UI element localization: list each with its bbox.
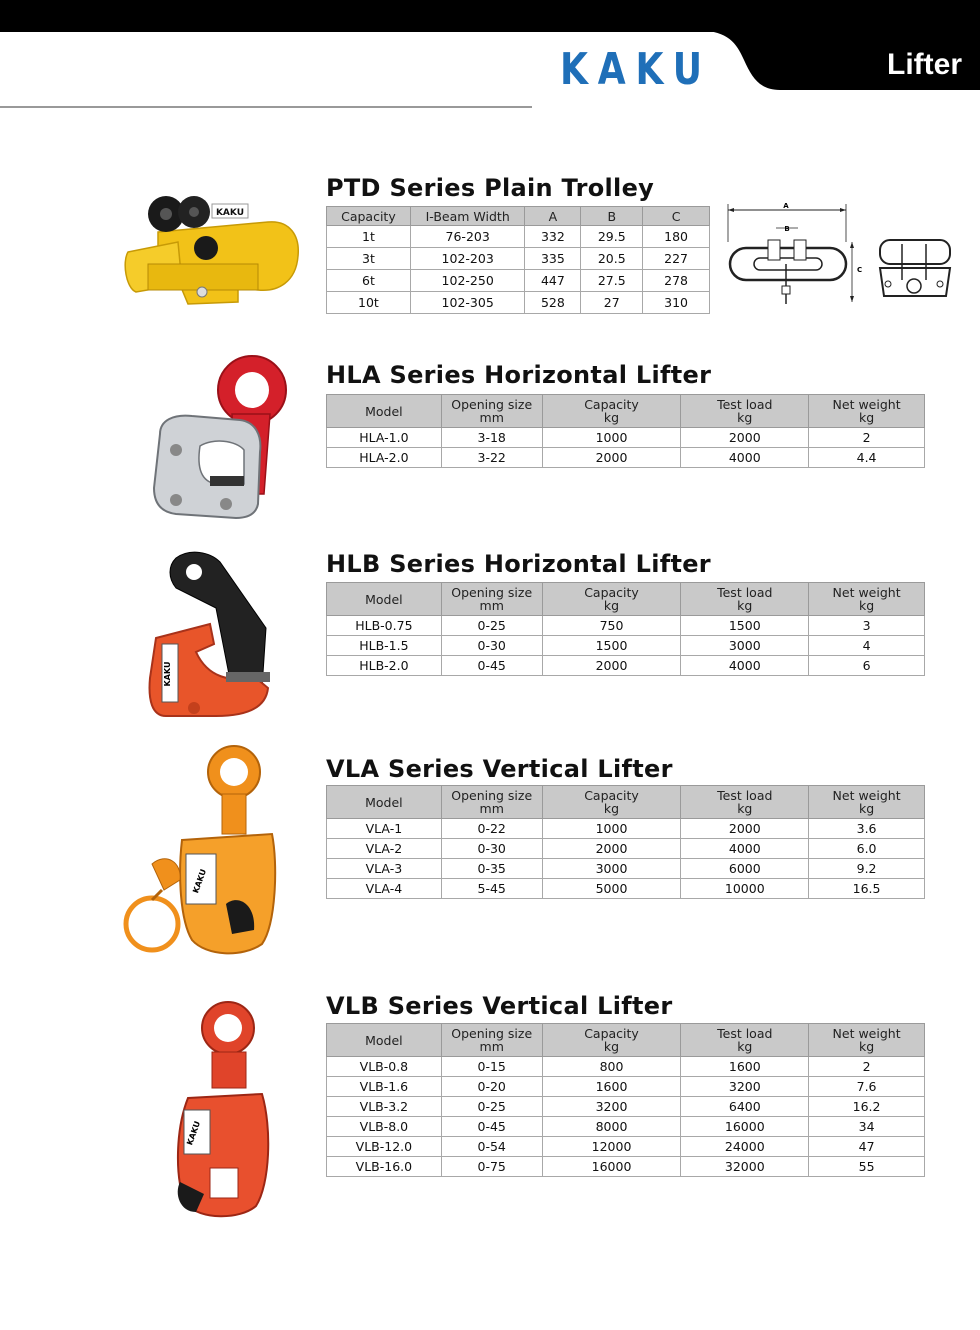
header-divider	[0, 106, 532, 108]
table-cell: HLA-1.0	[327, 428, 442, 448]
header-unit: kg	[858, 410, 875, 425]
table-cell: 3000	[542, 859, 681, 879]
table-cell: 29.5	[581, 226, 643, 248]
ptd-col-header: A	[525, 207, 581, 226]
table-cell: 8000	[542, 1117, 681, 1137]
hla-lifter-photo	[140, 354, 292, 522]
ptd-photo-label: KAKU	[215, 208, 245, 218]
table-cell: 1000	[542, 428, 681, 448]
table-cell: VLB-16.0	[327, 1157, 442, 1177]
hla-col-header	[327, 395, 442, 428]
table-cell: VLB-1.6	[327, 1077, 442, 1097]
header-unit: mm	[479, 410, 504, 425]
table-cell: 0-15	[441, 1057, 542, 1077]
header-line1: Capacity	[584, 1026, 639, 1041]
header-line1: Opening size	[451, 585, 533, 600]
vlb-lifter-photo	[170, 998, 274, 1224]
ptd-trolley-photo	[118, 192, 304, 320]
hla-col-header	[809, 395, 925, 428]
hlb-col-header	[327, 583, 442, 616]
table-cell: 3200	[681, 1077, 809, 1097]
table-row	[327, 428, 925, 448]
table-row	[327, 226, 710, 248]
table-cell: VLA-3	[327, 859, 442, 879]
table-cell: 76-203	[410, 226, 525, 248]
table-cell: 5000	[542, 879, 681, 899]
hlb-lifter-photo	[146, 548, 280, 722]
header-unit: kg	[603, 1039, 620, 1054]
table-cell: 3.6	[809, 819, 925, 839]
table-cell: 0-20	[441, 1077, 542, 1097]
table-cell: 6000	[681, 859, 809, 879]
table-cell: 800	[542, 1057, 681, 1077]
table-cell: 16000	[542, 1157, 681, 1177]
table-cell: 4000	[681, 839, 809, 859]
table-cell: 47	[809, 1137, 925, 1157]
table-row	[327, 292, 710, 314]
hlb-col-header	[681, 583, 809, 616]
table-cell: 6	[809, 656, 925, 676]
table-cell: 3200	[542, 1097, 681, 1117]
table-cell: 6.0	[809, 839, 925, 859]
table-cell: 2	[809, 1057, 925, 1077]
header-unit: mm	[479, 801, 504, 816]
header-line1: Test load	[717, 1026, 773, 1041]
table-cell: 4000	[681, 656, 809, 676]
hlb-title: HLB Series Horizontal Lifter	[326, 550, 711, 578]
table-cell: 20.5	[581, 248, 643, 270]
table-cell: 102-203	[410, 248, 525, 270]
table-cell: 4.4	[809, 448, 925, 468]
table-cell: 2000	[542, 448, 681, 468]
table-cell: 1600	[542, 1077, 681, 1097]
hla-spec-table	[326, 394, 925, 468]
header-line1: Net weight	[832, 788, 901, 803]
table-row	[327, 1157, 925, 1177]
hla-col-header	[542, 395, 681, 428]
diagram-label-a: A	[783, 202, 789, 210]
table-cell: VLB-8.0	[327, 1117, 442, 1137]
table-cell: 1t	[327, 226, 411, 248]
table-row	[327, 616, 925, 636]
table-cell: 0-22	[441, 819, 542, 839]
vlb-col-header	[441, 1024, 542, 1057]
header-unit: mm	[479, 598, 504, 613]
header-unit: kg	[858, 1039, 875, 1054]
table-row	[327, 270, 710, 292]
ptd-dimension-diagram	[724, 198, 980, 310]
header-line1: Opening size	[451, 788, 533, 803]
table-cell: 12000	[542, 1137, 681, 1157]
table-cell: 447	[525, 270, 581, 292]
table-row	[327, 839, 925, 859]
table-row	[327, 1137, 925, 1157]
table-cell: VLB-12.0	[327, 1137, 442, 1157]
vla-col-header	[681, 786, 809, 819]
table-cell: 6400	[681, 1097, 809, 1117]
table-cell: VLA-2	[327, 839, 442, 859]
table-cell: 27.5	[581, 270, 643, 292]
table-cell: 4000	[681, 448, 809, 468]
table-cell: 7.6	[809, 1077, 925, 1097]
header-line1: Test load	[717, 397, 773, 412]
header-line1: Model	[365, 403, 403, 419]
table-row	[327, 248, 710, 270]
vla-title: VLA Series Vertical Lifter	[326, 755, 673, 783]
vla-spec-table	[326, 785, 925, 899]
section-tab-label: Lifter	[887, 48, 962, 81]
ptd-col-header: B	[581, 207, 643, 226]
header-unit: kg	[737, 801, 753, 816]
table-cell: 3-22	[441, 448, 542, 468]
table-cell: 24000	[681, 1137, 809, 1157]
hlb-col-header	[809, 583, 925, 616]
hla-col-header	[681, 395, 809, 428]
table-cell: VLA-1	[327, 819, 442, 839]
table-cell: 27	[581, 292, 643, 314]
table-row	[327, 879, 925, 899]
header-unit: kg	[603, 598, 620, 613]
vlb-col-header	[681, 1024, 809, 1057]
brand-logo: KAKU	[560, 44, 712, 95]
table-cell: 9.2	[809, 859, 925, 879]
table-cell: 55	[809, 1157, 925, 1177]
ptd-col-header: C	[643, 207, 710, 226]
header-line1: Opening size	[451, 397, 533, 412]
header-unit: kg	[858, 801, 875, 816]
diagram-label-b: B	[784, 225, 790, 233]
table-cell: 1600	[681, 1057, 809, 1077]
vlb-photo-label: KAKU	[185, 1119, 203, 1147]
vla-col-header	[542, 786, 681, 819]
table-cell: 332	[525, 226, 581, 248]
header-bar	[0, 0, 980, 32]
header-unit: mm	[479, 1039, 504, 1054]
table-row	[327, 448, 925, 468]
diagram-label-c: C	[857, 266, 863, 274]
ptd-col-header: Capacity	[327, 207, 411, 226]
table-cell: 0-45	[441, 656, 542, 676]
table-row	[327, 819, 925, 839]
table-cell: HLB-1.5	[327, 636, 442, 656]
table-cell: 1500	[681, 616, 809, 636]
table-cell: 3t	[327, 248, 411, 270]
vlb-col-header	[809, 1024, 925, 1057]
header-line1: Model	[365, 1032, 403, 1048]
hlb-col-header	[441, 583, 542, 616]
table-cell: 0-25	[441, 616, 542, 636]
hla-title: HLA Series Horizontal Lifter	[326, 361, 712, 389]
table-row	[327, 859, 925, 879]
table-cell: 2000	[681, 428, 809, 448]
vla-col-header	[441, 786, 542, 819]
table-cell: 16000	[681, 1117, 809, 1137]
header-line1: Test load	[717, 585, 773, 600]
table-cell: 102-250	[410, 270, 525, 292]
hlb-photo-label: KAKU	[163, 661, 172, 687]
table-cell: 2	[809, 428, 925, 448]
table-cell: VLA-4	[327, 879, 442, 899]
table-cell: 0-25	[441, 1097, 542, 1117]
table-cell: 16.2	[809, 1097, 925, 1117]
table-row	[327, 1117, 925, 1137]
header-unit: kg	[737, 598, 753, 613]
table-cell: 2000	[542, 656, 681, 676]
header-line1: Opening size	[451, 1026, 533, 1041]
table-cell: 278	[643, 270, 710, 292]
vla-col-header	[809, 786, 925, 819]
table-cell: 528	[525, 292, 581, 314]
header-line1: Model	[365, 794, 403, 810]
header-line1: Model	[365, 591, 403, 607]
hla-col-header	[441, 395, 542, 428]
table-cell: 1000	[542, 819, 681, 839]
header-line1: Capacity	[584, 585, 639, 600]
table-cell: 32000	[681, 1157, 809, 1177]
table-cell: 102-305	[410, 292, 525, 314]
header-unit: kg	[737, 410, 753, 425]
table-row	[327, 656, 925, 676]
header-line1: Capacity	[584, 788, 639, 803]
table-cell: 5-45	[441, 879, 542, 899]
ptd-col-header: I-Beam Width	[410, 207, 525, 226]
table-cell: HLA-2.0	[327, 448, 442, 468]
table-cell: 4	[809, 636, 925, 656]
table-cell: 34	[809, 1117, 925, 1137]
vla-lifter-photo	[122, 744, 282, 960]
header-unit: kg	[603, 410, 620, 425]
table-cell: 2000	[681, 819, 809, 839]
hlb-spec-table	[326, 582, 925, 676]
table-cell: 310	[643, 292, 710, 314]
table-cell: 6t	[327, 270, 411, 292]
vlb-spec-table	[326, 1023, 925, 1177]
table-cell: 10t	[327, 292, 411, 314]
table-cell: 0-45	[441, 1117, 542, 1137]
table-cell: VLB-3.2	[327, 1097, 442, 1117]
table-cell: 16.5	[809, 879, 925, 899]
table-cell: 1500	[542, 636, 681, 656]
table-cell: 180	[643, 226, 710, 248]
hlb-col-header	[542, 583, 681, 616]
table-row	[327, 636, 925, 656]
table-cell: HLB-2.0	[327, 656, 442, 676]
header-line1: Net weight	[832, 1026, 901, 1041]
table-cell: 0-75	[441, 1157, 542, 1177]
table-cell: 3	[809, 616, 925, 636]
header-line1: Net weight	[832, 585, 901, 600]
ptd-title: PTD Series Plain Trolley	[326, 174, 655, 202]
table-cell: 3-18	[441, 428, 542, 448]
header-line1: Capacity	[584, 397, 639, 412]
header-line1: Net weight	[832, 397, 901, 412]
table-cell: 227	[643, 248, 710, 270]
table-cell: 750	[542, 616, 681, 636]
vlb-title: VLB Series Vertical Lifter	[326, 992, 673, 1020]
table-cell: 335	[525, 248, 581, 270]
table-cell: 0-35	[441, 859, 542, 879]
vla-photo-label: KAKU	[191, 867, 209, 895]
table-row	[327, 1057, 925, 1077]
table-cell: HLB-0.75	[327, 616, 442, 636]
table-cell: 0-30	[441, 839, 542, 859]
table-cell: 3000	[681, 636, 809, 656]
table-cell: 2000	[542, 839, 681, 859]
vla-col-header	[327, 786, 442, 819]
ptd-spec-table	[326, 206, 710, 314]
header-unit: kg	[603, 801, 620, 816]
vlb-col-header	[542, 1024, 681, 1057]
table-cell: 0-30	[441, 636, 542, 656]
table-row	[327, 1097, 925, 1117]
table-cell: 10000	[681, 879, 809, 899]
header-line1: Test load	[717, 788, 773, 803]
table-cell: 0-54	[441, 1137, 542, 1157]
header-unit: kg	[737, 1039, 753, 1054]
vlb-col-header	[327, 1024, 442, 1057]
header-unit: kg	[858, 598, 875, 613]
table-cell: VLB-0.8	[327, 1057, 442, 1077]
table-row	[327, 1077, 925, 1097]
